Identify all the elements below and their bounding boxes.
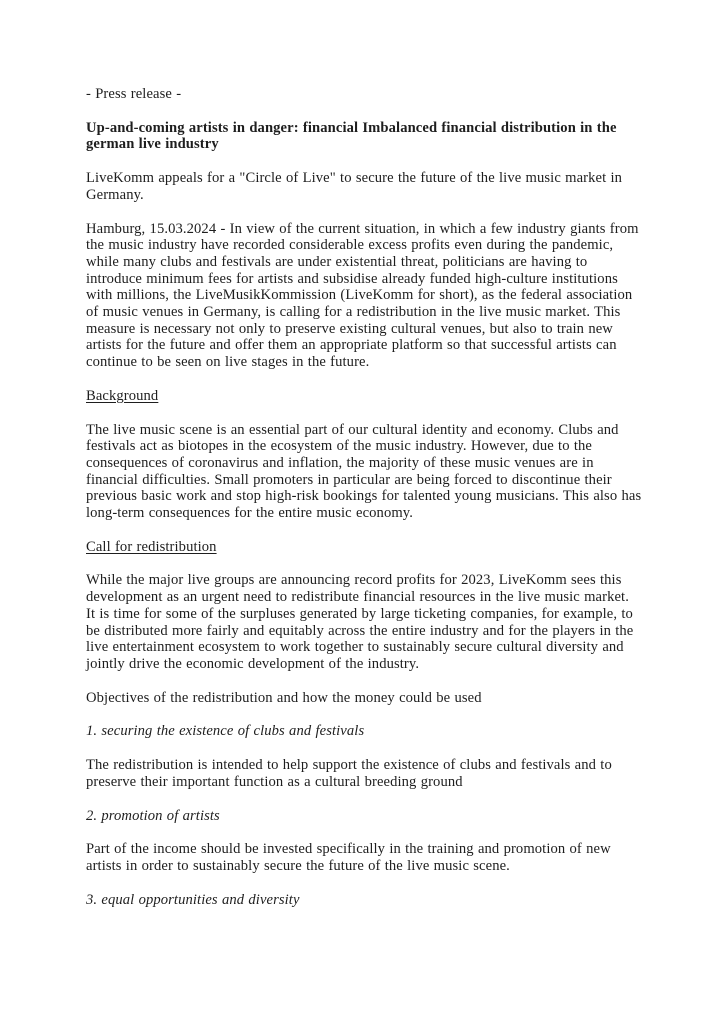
objective-1-body: The redistribution is intended to help support the existence of clubs and festivals and to preserve their important function as a cultural breeding ground	[86, 757, 612, 790]
objectives-intro: Objectives of the redistribution and how the money could be used	[86, 689, 482, 706]
document-subtitle: LiveKomm appeals for a "Circle of Live" to secure the future of the live music market in Germany.	[86, 170, 623, 203]
section-body-call-for-redistribution: While the major live groups are announcing record profits for 2023, LiveKomm sees this development as an urgent need to redistribute financial resources in the live music market. It is time for some of the surpluses generated by large ticketing companies, for example, to be distributed more fairly and equitably across the entire industry and for the players in the live entertainment ecosystem to work together to sustainably secure cultural diversity and jointly drive the economic development of the industry.	[86, 572, 634, 672]
section-heading-background: Background	[86, 387, 159, 404]
section-heading-call-for-redistribution: Call for redistribution	[86, 538, 217, 555]
objective-2-body: Part of the income should be invested specifically in the training and promotion of new artists in order to sustainably secure the future of the live music scene.	[86, 841, 611, 874]
dateline-paragraph: Hamburg, 15.03.2024 - In view of the current situation, in which a few industry giants from the music industry have recorded considerable excess profits even during the pandemic, while many clubs and festivals are under existential threat, politicians are having to introduce minimum fees for artists and subsidise already funded high-culture institutions with millions, the LiveMusikKommission (LiveKomm for short), as the federal association of music venues in Germany, is calling for a redistribution in the live music market. This measure is necessary not only to preserve existing cultural venues, but also to train new artists for the future and offer them an appropriate platform so that successful artists can continue to be seen on live stages in the future.	[86, 220, 639, 371]
objective-3-heading: 3. equal opportunities and diversity	[86, 891, 300, 908]
press-release-label: - Press release -	[86, 86, 182, 102]
objective-2-heading: 2. promotion of artists	[86, 807, 220, 824]
section-body-background: The live music scene is an essential part of our cultural identity and economy. Clubs and festivals act as biotopes in the ecosystem of the music industry. However, due to the consequences of coronavirus and inflation, the majority of these music venues are in financial difficulties. Small promoters in particular are being forced to discontinue their previous basic work and stop high-risk bookings for talented young musicians. This also has long-term consequences for the entire music economy.	[86, 421, 642, 522]
document-title: Up-and-coming artists in danger: financial Imbalanced financial distribution in the german live industry	[86, 119, 617, 153]
objective-1-heading: 1. securing the existence of clubs and festivals	[86, 723, 365, 740]
